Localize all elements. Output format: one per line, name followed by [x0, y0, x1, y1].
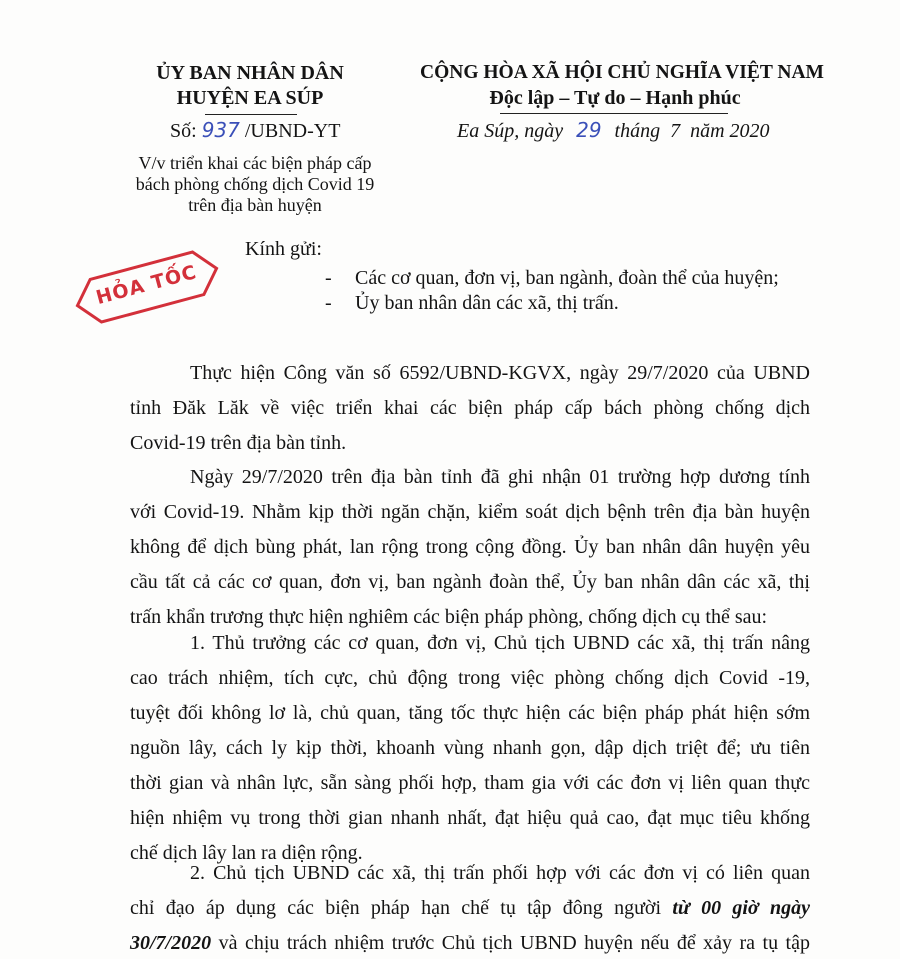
date-suffix: tháng 7 năm 2020: [614, 120, 770, 142]
greeting: Kính gửi:: [245, 238, 322, 260]
paragraph-line: [130, 926, 810, 961]
number-suffix: /UBND-YT: [244, 120, 341, 142]
stamp-text: HỎA TỐC: [93, 261, 200, 310]
document-number: [170, 118, 340, 143]
paragraph-4: [130, 856, 810, 961]
date-prefix: Ea Súp, ngày: [457, 120, 564, 142]
urgent-stamp: [68, 243, 226, 330]
paragraph-line: hiện nhiệm vụ trong thời gian nhanh nhất, đạt hiệu quả cao, đạt mục tiêu khống: [130, 807, 810, 829]
recipient-bullet-1: -: [325, 267, 332, 289]
motto-underline: [500, 113, 728, 114]
paragraph-line: nguồn lây, cách ly kịp thời, khoanh vùng nhanh gọn, dập dịch triệt để; ưu tiên: [130, 737, 810, 759]
paragraph-line: 1. Thủ trưởng các cơ quan, đơn vị, Chủ tịch UBND các xã, thị trấn nâng: [190, 632, 810, 654]
org-underline: [205, 114, 297, 115]
deadline-emphasis: từ 00 giờ ngày: [672, 897, 810, 919]
paragraph-line: Thực hiện Công văn số 6592/UBND-KGVX, ngày 29/7/2020 của UBND: [190, 362, 810, 384]
org-name-line2: HUYỆN EA SÚP: [176, 87, 324, 109]
paragraph-line: Ngày 29/7/2020 trên địa bàn tỉnh đã ghi nhận 01 trường hợp dương tính: [190, 466, 810, 488]
number-prefix: Số:: [170, 120, 197, 142]
recipient-bullet-2: -: [325, 292, 332, 314]
paragraph-line: thời gian và nhân lực, sẵn sàng phối hợp, tham gia với các đơn vị liên quan thực: [130, 772, 810, 794]
paragraph-line: cao trách nhiệm, tích cực, chủ động trong việc phòng chống dịch Covid -19,: [130, 667, 810, 689]
paragraph-line: Covid-19 trên địa bàn tỉnh.: [130, 432, 347, 454]
subject-line2: bách phòng chống dịch Covid 19: [135, 174, 375, 194]
paragraph-line: trấn khẩn trương thực hiện nghiêm các biện pháp phòng, chống dịch cụ thể sau:: [130, 606, 768, 628]
subject-line3: trên địa bàn huyện: [188, 195, 322, 215]
paragraph-line: 2. Chủ tịch UBND các xã, thị trấn phối hợp với các đơn vị có liên quan: [190, 862, 810, 884]
subject-line1: V/v triển khai các biện pháp cấp: [138, 153, 372, 173]
paragraph-2: [130, 460, 810, 635]
nation-title: CỘNG HÒA XÃ HỘI CHỦ NGHĨA VIỆT NAM: [420, 62, 824, 83]
recipient-item-2: Ủy ban nhân dân các xã, thị trấn.: [355, 292, 619, 314]
handwritten-day: 29: [576, 118, 602, 142]
issue-date: [457, 118, 770, 143]
paragraph-line: không để dịch bùng phát, lan rộng trong cộng đồng. Ủy ban nhân dân huyện yêu: [130, 536, 810, 558]
paragraph-line: [130, 891, 810, 926]
org-name-line1: ỦY BAN NHÂN DÂN: [156, 62, 344, 84]
paragraph-text: và chịu trách nhiệm trước Chủ tịch UBND huyện nếu để xảy ra tụ tập: [211, 932, 810, 954]
motto: Độc lập – Tự do – Hạnh phúc: [489, 87, 741, 109]
paragraph-line: tỉnh Đăk Lăk về việc triển khai các biện pháp cấp bách phòng chống dịch: [130, 397, 810, 419]
paragraph-3: [130, 626, 810, 871]
paragraph-line: với Covid-19. Nhằm kịp thời ngăn chặn, kiểm soát dịch bệnh trên địa bàn huyện: [130, 501, 810, 523]
handwritten-number: 937: [201, 118, 240, 142]
deadline-date: 30/7/2020: [130, 932, 212, 954]
paragraph-line: cầu tất cả các cơ quan, đơn vị, ban ngành đoàn thể, Ủy ban nhân dân các xã, thị: [130, 571, 810, 593]
paragraph-line: tuyệt đối không lơ là, chủ quan, tăng tốc thực hiện các biện pháp phát hiện sớm: [130, 702, 810, 724]
paragraph-line: chế dịch lây lan ra diện rộng.: [130, 842, 363, 864]
paragraph-text: chỉ đạo áp dụng các biện pháp hạn chế tụ tập đông người: [130, 897, 673, 919]
paragraph-1: [130, 356, 810, 461]
recipient-item-1: Các cơ quan, đơn vị, ban ngành, đoàn thể của huyện;: [355, 267, 779, 289]
